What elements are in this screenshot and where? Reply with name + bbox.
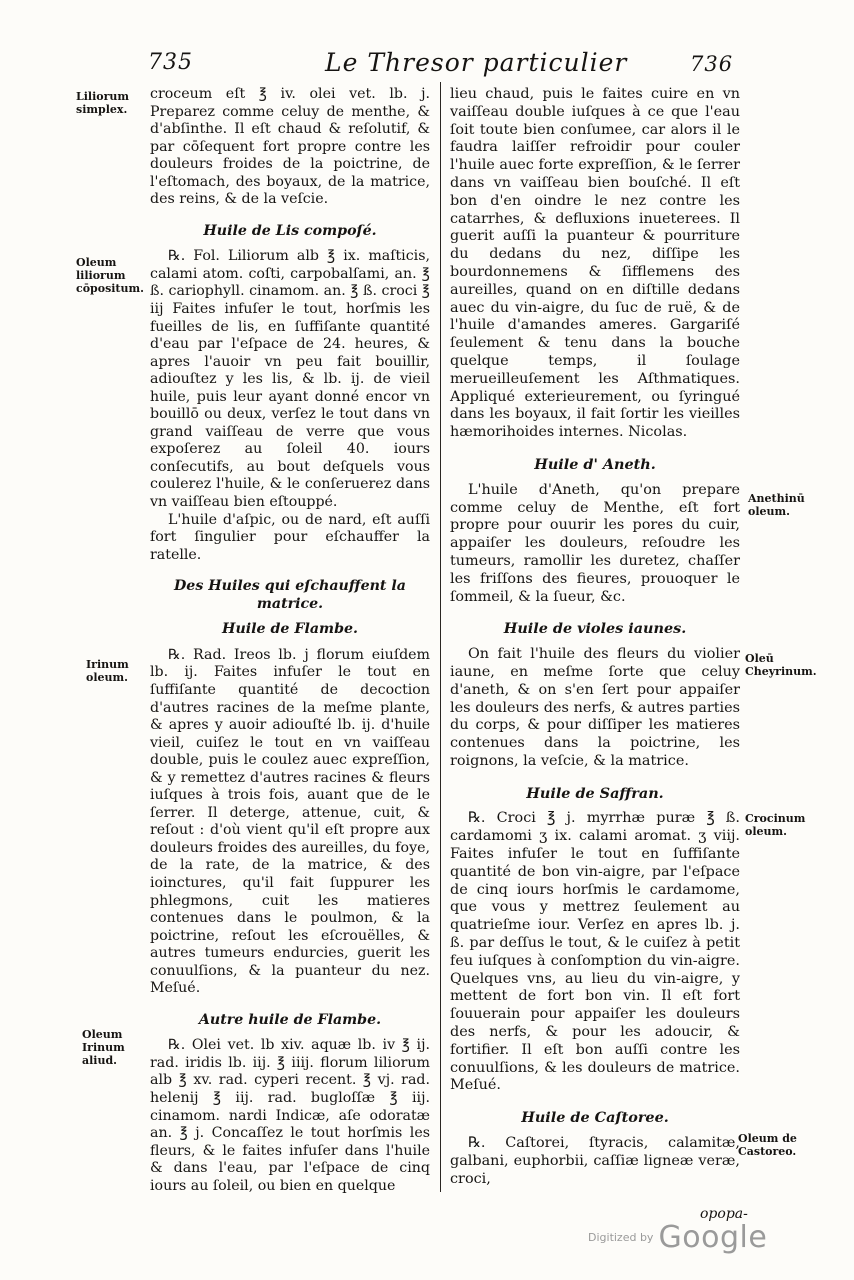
left-paragraph-4: ℞. Rad. Ireos lb. j florum eiuſdem lb. ij. Faites infuſer le tout en ſuffiſante quantité de decoction d'autres racines de la meſme plante, & apres y auoir adiouſté lb. ij. d'huile vieil, cuiſez le tout en vn vaiſſeau double, puis le coulez auec expreſſion, & y remettez d'autres racines & fleurs iuſques à trois fois, auant que de le ſerrer. Il deterge, attenue, cuit, & reſout : d'où vient qu'il eſt propre aux douleurs froides des aureilles, du foye, de la rate, de la matrice, & des ioinctures, qu'il fait ſuppurer les phlegmons, cuit les matieres contenues dans le poulmon, & la poictrine, reſout les eſcrouëlles, & autres tumeurs endurcies, guerit les conuulſions, & la puanteur du nez. Meſué.: [150, 646, 430, 997]
left-column: [150, 86, 430, 1195]
page-number-left: 735: [148, 50, 193, 75]
left-paragraph-1: croceum eſt ℥ iv. olei vet. lb. j. Preparez comme celuy de menthe, & d'abſinthe. Il eſt chaud & reſolutif, & par cōſequent fort propre contre les douleurs froides de la poictrine, de l'eſtomach, des boyaux, de la matrice, des reins, & de la veſcie.: [150, 86, 430, 208]
heading-huile-de-lis: Huile de Lis compoſé.: [203, 222, 377, 239]
left-paragraph-2: ℞. Fol. Liliorum alb ℥ ix. maſticis, calami atom. coſti, carpobalſami, an. ℥ ß. cariophyll. cinamom. an. ℥ ß. croci ℥ iij Faites infuſer le tout, horſmis les fueilles de lis, en ſuffiſante quantité d'eau par l'eſpace de 24. heures, & apres l'auoir vn peu fait bouillir, adiouſtez y les lis, & lb. ij. de vieil huile, puis leur ayant donné encor vn bouillō ou deux, verſez le tout dans vn grand vaiſſeau de verre que vous expoſerez au ſoleil 40. iours conſecutifs, au bout deſquels vous coulerez l'huile, & le conſeruerez dans vn vaiſſeau bien eſtouppé.: [150, 248, 430, 511]
heading-huile-de-castoree: Huile de Caſtoree.: [521, 1109, 669, 1127]
catchword: opopa-: [700, 1206, 748, 1222]
left-paragraph-5: ℞. Olei vet. lb xiv. aquæ lb. iv ℥ ij. rad. iridis lb. iij. ℥ iiij. florum liliorum alb ℥ xv. rad. cyperi recent. ℥ vj. rad. helenij ℥ iij. rad. bugloſſæ ℥ iij. cinamom. nardi Indicæ, aſe odoratæ an. ℥ j. Concaſſez le tout horſmis les fleurs, & le faites infuſer dans l'huile & dans l'eau, par l'eſpace de cinq iours au ſoleil, ou bien en quelque: [150, 1037, 430, 1194]
heading-huile-de-saffran: Huile de Saffran.: [526, 784, 664, 802]
margin-note-oleum-cheyrinum: Oleū Cheyrinum.: [745, 652, 817, 678]
heading-huiles-matrice: Des Huiles qui eſchauffent la matrice.: [173, 578, 406, 612]
column-divider: [440, 82, 441, 1192]
right-paragraph-1: lieu chaud, puis le faites cuire en vn vaiſſeau double iuſques à ce que l'eau ſoit toute bien conſumee, car alors il le faudra laiſſer refroidir pour couler l'huile auec forte expreſſion, & le ſerrer dans vn vaiſſeau bien bouſché. Il eſt bon d'en oindre le nez contre les catarrhes, & defluxions inueterees. Il guerit auſſi la puanteur & pourriture du dedans du nez, diſſipe les bourdonnemens & ſifflemens des aureilles, quand on en diſtille dedans auec du vin-aigre, du ſuc de ruë, & de l'huile d'amandes ameres. Gargariſé ſeulement & tenu dans la bouche quelque temps, il ſoulage merueilleuſement les Aſthmatiques. Appliqué exterieurement, ou ſyringué dans les boyaux, il fait ſortir les vieilles hæmorihoides internes. Nicolas.: [450, 86, 740, 441]
right-paragraph-4: ℞. Croci ℥ j. myrrhæ puræ ℥ ß. cardamomi ʒ ix. calami aromat. ʒ viij. Faites infuſer le tout en ſuffiſante quantité de bon vin-aigre, par l'eſpace de cinq iours horſmis le cardamome, que vous y mettrez ſeulement au quatrieſme iour. Verſez en apres lb. j. ß. par deſſus le tout, & le cuiſez à petit feu iuſques à conſomption du vin-aigre. Quelques vns, au lieu du vin-aigre, y mettent de fort bon vin. Il eſt fort ſouuerain pour appaiſer les douleurs des nerfs, & pour les adoucir, & fortifier. Il eſt bon auſſi contre les conuulſions, & les douleurs de matrice. Meſué.: [450, 810, 740, 1094]
digitized-by-text: Digitized by: [588, 1231, 654, 1244]
running-title: Le Thresor particulier: [325, 48, 628, 77]
digitized-by-google-watermark: [588, 1220, 767, 1255]
google-logo: Google: [658, 1220, 768, 1255]
heading-huile-de-flambe: Huile de Flambe.: [222, 621, 358, 638]
heading-huile-de-violes: Huile de violes iaunes.: [503, 620, 687, 638]
right-column: [450, 86, 740, 1188]
heading-huile-d-aneth: Huile d' Aneth.: [534, 455, 656, 473]
page-number-right: 736: [690, 52, 734, 76]
margin-note-liliorum-simplex: Liliorum simplex.: [76, 90, 130, 116]
margin-note-oleum-liliorum: Oleum liliorum cōpositum.: [76, 256, 144, 295]
margin-note-crocinum: Crocinum oleum.: [745, 812, 806, 838]
right-paragraph-2: L'huile d'Aneth, qu'on prepare comme celuy de Menthe, eſt fort propre pour ouurir les pores du cuir, appaiſer les douleurs, reſoudre les tumeurs, ramollir les duretez, chaſſer les friſſons des fieures, prouoquer le ſommeil, & la ſueur, &c.: [450, 481, 740, 605]
margin-note-irinum: Irinum oleum.: [86, 658, 129, 684]
heading-autre-huile-de-flambe: Autre huile de Flambe.: [198, 1011, 382, 1028]
margin-note-castoreo: Oleum de Castoreo.: [738, 1132, 797, 1158]
margin-note-anethinum: Anethinū oleum.: [748, 492, 805, 518]
right-paragraph-5: ℞. Caſtorei, ſtyracis, calamitæ, galbani, euphorbii, caſſiæ ligneæ veræ, croci,: [450, 1135, 740, 1187]
margin-note-oleum-irinum-aliud: Oleum Irinum aliud.: [82, 1028, 125, 1067]
right-paragraph-3: On fait l'huile des fleurs du violier iaune, en meſme ſorte que celuy d'aneth, & on s'en ſert pour appaiſer les douleurs des nerfs, & autres parties du corps, & pour diſſiper les matieres contenues dans la poictrine, les roignons, la veſcie, & la matrice.: [450, 646, 740, 769]
left-paragraph-3: L'huile d'aſpic, ou de nard, eſt auſſi fort ſingulier pour eſchauffer la ratelle.: [150, 511, 430, 563]
